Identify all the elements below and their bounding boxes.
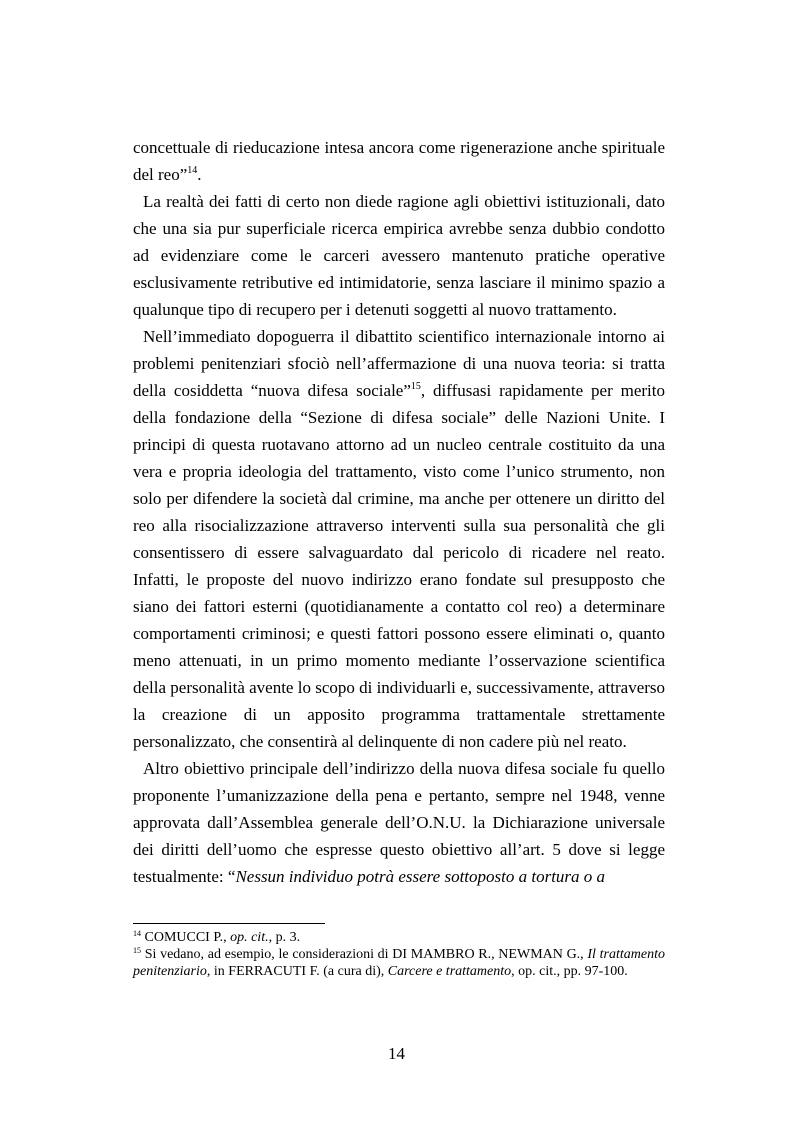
text-run: La realtà dei fatti di certo non diede ragione agli obiettivi istituzionali, dato che una sia pur superficiale ricerca empirica avrebbe senza dubbio condotto ad evidenziare come le carceri avessero mantenuto pratiche operative esclusivamente retributive ed intimidatorie, senza lasciare il minimo spazio a qualunque tipo di recupero per i detenuti soggetti al nuovo trattamento. bbox=[133, 192, 665, 319]
footnote-reference: 15 bbox=[133, 946, 141, 955]
italic-text: op. cit. bbox=[230, 930, 269, 945]
italic-text: Il trattamento penitenziario bbox=[133, 947, 665, 979]
footnote-14 bbox=[133, 929, 665, 946]
text-run: , p. 3. bbox=[268, 930, 301, 945]
text-run: , in FERRACUTI F. (a cura di), bbox=[206, 964, 388, 979]
page-number: 14 bbox=[388, 1044, 405, 1063]
italic-text: Carcere e trattamento bbox=[387, 964, 512, 979]
footnotes bbox=[133, 929, 665, 980]
text-run: Nell’immediato dopoguerra il dibattito scientifico internazionale intorno ai problemi penitenziari sfociò nell’affermazione di una nuova teoria: si tratta della cosiddetta “nuova difesa sociale” bbox=[133, 327, 665, 400]
footnote-15 bbox=[133, 946, 665, 980]
footnote-reference: 14 bbox=[187, 165, 198, 176]
paragraph-4 bbox=[133, 755, 665, 890]
paragraph-2 bbox=[133, 188, 665, 323]
footnote-reference: 15 bbox=[410, 381, 421, 392]
body-text bbox=[133, 134, 665, 890]
text-run: . bbox=[197, 165, 202, 184]
paragraph-1 bbox=[133, 134, 665, 188]
text-run: Altro obiettivo principale dell’indirizzo della nuova difesa sociale fu quello proponente l’umanizzazione della pena e pertanto, sempre nel 1948, venne approvata dall’Assemblea generale dell’O.N.U. la Dichiarazione universale dei diritti dell’uomo che espresse questo obiettivo all’art. 5 dove si legge testualmente: “ bbox=[133, 759, 665, 886]
text-run: COMUCCI P., bbox=[141, 930, 231, 945]
text-run: concettuale di rieducazione intesa ancora come rigenerazione anche spirituale del reo” bbox=[133, 138, 665, 184]
text-run: Si vedano, ad esempio, le considerazioni di DI MAMBRO R., NEWMAN G., bbox=[141, 947, 588, 962]
footnote-separator bbox=[133, 923, 325, 924]
footnote-reference: 14 bbox=[133, 929, 141, 938]
italic-text: Nessun individuo potrà essere sottoposto a tortura o a bbox=[235, 867, 606, 886]
text-run: , diffusasi rapidamente per merito della fondazione della “Sezione di difesa sociale” delle Nazioni Unite. I principi di questa ruotavano attorno ad un nucleo centrale costituito da una vera e propria ideologia del trattamento, visto come l’unico strumento, non solo per difendere la società dal crimine, ma anche per ottenere un diritto del reo alla risocializzazione attraverso interventi sulla sua personalità che gli consentissero di essere salvaguardato dal pericolo di ricadere nel reato. Infatti, le proposte del nuovo indirizzo erano fondate sul presupposto che siano dei fattori esterni (quotidianamente a contatto col reo) a determinare comportamenti criminosi; e questi fattori possono essere eliminati o, quanto meno attenuati, in un primo momento mediante l’osservazione scientifica della personalità avente lo scopo di individuarli e, successivamente, attraverso la creazione di un apposito programma trattamentale strettamente personalizzato, che consentirà al delinquente di non cadere più nel reato. bbox=[133, 381, 666, 751]
paragraph-3 bbox=[133, 323, 665, 755]
text-run: , op. cit., pp. 97-100. bbox=[511, 964, 628, 979]
